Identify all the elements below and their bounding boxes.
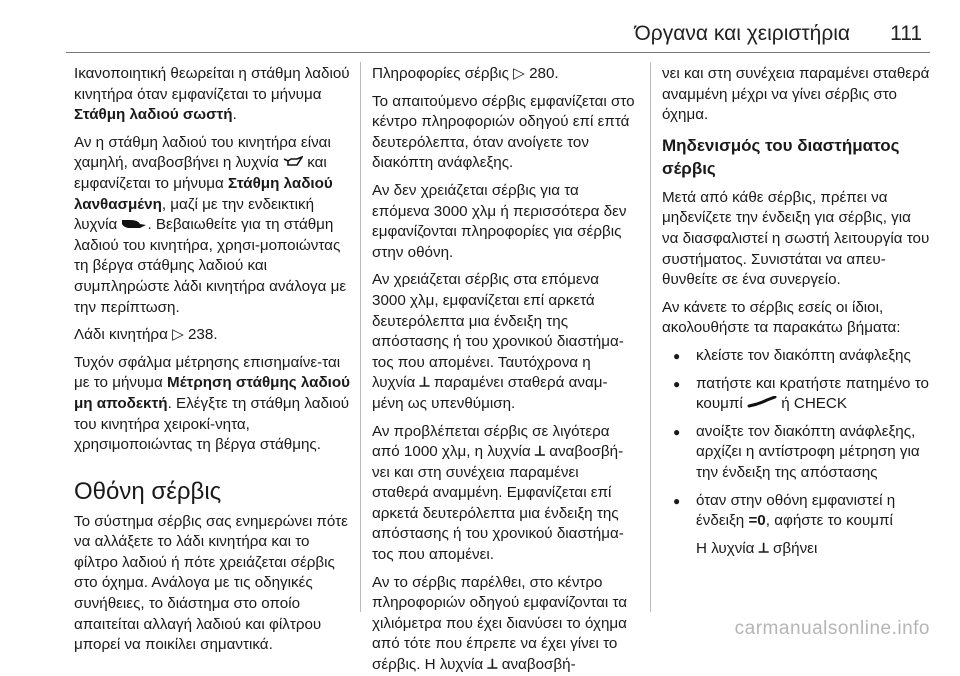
wrench-icon: ⟂ — [487, 656, 498, 674]
column-1 — [74, 64, 351, 654]
paragraph: Πληροφορίες σέρβις ▷ 280. — [372, 65, 559, 82]
column-3 — [662, 64, 930, 618]
paragraph: Το απαιτούμενο σέρβις εμφανίζεται στο κέντρο πληροφοριών οδηγού επί επτά δευτερόλεπτα, όταν ανοίγετε τον διακόπτη ανάφλεξης. — [372, 92, 635, 172]
steps-list — [662, 346, 930, 532]
oil-warning-icon — [121, 215, 147, 236]
paragraph: Το σύστημα σέρβις σας ενημερώνει πότε να αλλάξετε το λάδι κινητήρα και το φίλτρο λαδιού ή πότε χρειάζεται σέρβις στο όχημα. Ανάλογα με τις οδηγικές συνήθειες, το διάστημα στο οποίο απαιτείται αλλαγή λαδιού και φίλτρου μπορεί να ποικίλει σημαντικά. — [74, 512, 348, 654]
oil-can-icon — [283, 153, 303, 174]
wrench-icon: ⟂ — [419, 374, 430, 392]
paragraph: Αν δεν χρειάζεται σέρβις για τα επόμενα 3000 χλμ ή περισσότερα δεν εμφανίζονται πληροφορίες για σέρβις στην οθόνη. — [372, 181, 627, 261]
paragraph: Η λυχνία ⟂ σβήνει — [662, 539, 930, 560]
page-number: 111 — [890, 22, 922, 45]
page-header — [635, 22, 922, 46]
paragraph: Αν κάνετε το σέρβις εσείς οι ίδιοι, ακολουθήστε τα παρακάτω βήματα: — [662, 298, 901, 337]
chapter-title: Όργανα και χειριστήρια — [634, 22, 851, 45]
paragraph: νει και στη συνέχεια παραμένει σταθερά αναμμένη μέχρι να γίνει σέρβις στο όχημα. — [662, 65, 930, 124]
trip-button-icon — [747, 394, 777, 415]
paragraph: Μετά από κάθε σέρβις, πρέπει να μηδενίζετε την ένδειξη για σέρβις, για να διασφαλιστεί η σωστή λειτουργία του συστήματος. Συνιστάται να απευ-θυνθείτε σε ένα συνεργείο. — [662, 188, 930, 289]
message-text: Στάθμη λαδιού σωστή — [74, 106, 233, 124]
section-heading: Μηδενισμός του διαστήματος σέρβις — [662, 135, 900, 178]
list-item: ● όταν στην οθόνη εμφανιστεί η ένδειξη =0, αφήστε το κουμπί — [662, 491, 930, 532]
wrench-icon: ⟂ — [758, 539, 769, 557]
list-item: ● ανοίξτε τον διακόπτη ανάφλεξης, αρχίζει η αντίστροφη μέτρηση για την ένδειξη της απόστασης — [662, 422, 930, 484]
paragraph: Τυχόν σφάλμα μέτρησης επισημαίνε-ται με το μήνυμα Μέτρηση στάθμης λαδιού μη αποδεκτή. Ελέγξτε τη στάθμη λαδιού του κινητήρα χειροκί-νητα, χρησιμοποιώντας τη βέργα στάθμης. — [74, 353, 351, 454]
paragraph: Αν προβλέπεται σέρβις σε λιγότερα από 1000 χλμ, η λυχνία ⟂ αναβοσβή-νει και στη συνέχεια παραμένει σταθερά αναμμένη. Εμφανίζεται επί αρκετά δευτερόλεπτα μια ένδειξη της απόστασης ή του χρονικού διαστήμα-τος που απομένει. — [372, 422, 624, 564]
message-text: Στάθμη λαδιού λανθασμένη — [74, 174, 333, 213]
paragraph: Αν χρειάζεται σέρβις στα επόμενα 3000 χλμ, εμφανίζεται επί αρκετά δευτερόλεπτα μια ένδειξη της απόστασης ή του χρονικού διαστήμα-τος που απομένει. Ταυτόχρονα η λυχνία ⟂ παραμένει σταθερά αναμ-μένη ως υπενθύμιση. — [372, 271, 624, 412]
list-item: ● κλείστε τον διακόπτη ανάφλεξης — [662, 346, 930, 367]
section-heading: Οθόνη σέρβις — [74, 477, 222, 505]
message-text: Μέτρηση στάθμης λαδιού μη αποδεκτή — [74, 374, 351, 412]
reference-arrow-icon: ▷ — [172, 326, 184, 344]
column-divider — [650, 62, 651, 612]
paragraph: Αν το σέρβις παρέλθει, στο κέντρο πληροφοριών οδηγού εμφανίζονται τα χιλιόμετρα που έχει διανύσει το όχημα από τότε που έπρεπε να έχει γίνει το σέρβις. Η λυχνία ⟂ αναβοσβή- — [372, 573, 636, 676]
header-rule — [66, 52, 930, 53]
paragraph: Ικανοποιητική θεωρείται η στάθμη λαδιού κινητήρα όταν εμφανίζεται το μήνυμα Στάθμη λαδιού σωστή. — [74, 65, 350, 124]
paragraph: Αν η στάθμη λαδιού του κινητήρα είναι χαμηλή, αναβοσβήνει η λυχνία και εμφανίζεται το μήνυμα Στάθμη λαδιού λανθασμένη, μαζί με την ενδεικτική λυχνία . Βεβαιωθείτε για τη στάθμη λαδιού του κινητήρα, χρησι-μοποιώντας τη βέργα στάθμης λαδιού και συμπληρώστε λάδι κινητήρα ανάλογα με την περίπτωση. — [74, 133, 347, 316]
wrench-icon: ⟂ — [534, 443, 545, 461]
watermark: carmanualsonline.info — [734, 618, 930, 639]
paragraph: Λάδι κινητήρα ▷ 238. — [74, 326, 218, 344]
reference-arrow-icon: ▷ — [513, 65, 525, 82]
list-item: ● πατήστε και κρατήστε πατημένο το κουμπί ή CHECK — [662, 374, 930, 415]
column-2 — [372, 64, 636, 674]
column-divider — [360, 62, 361, 612]
